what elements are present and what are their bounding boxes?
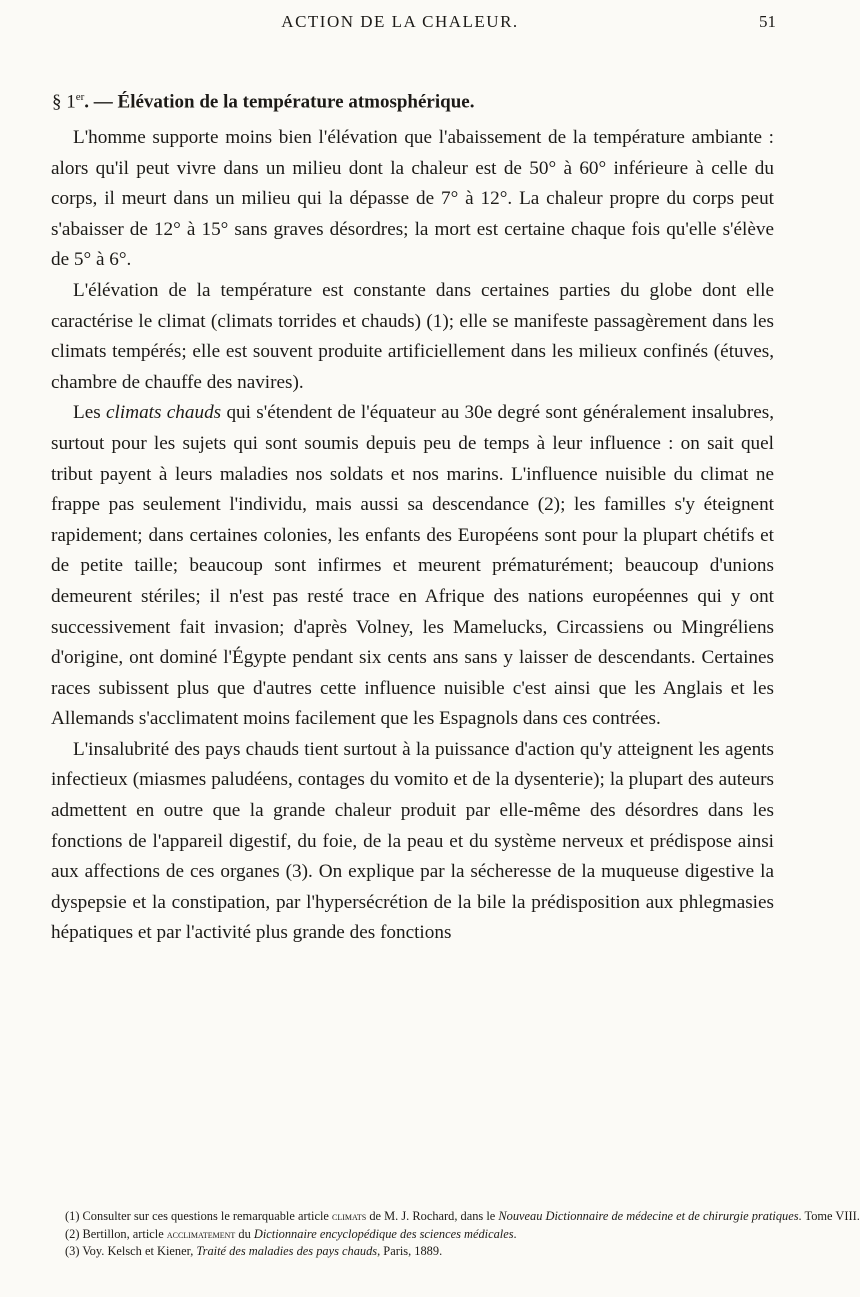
paragraph-lead: Les bbox=[73, 402, 107, 424]
footnote-text: . Tome VIII. bbox=[798, 1209, 860, 1223]
footnote-text: du bbox=[235, 1226, 254, 1241]
body-text bbox=[51, 123, 774, 949]
section-title: Élévation de la température atmosphérique. bbox=[117, 91, 475, 113]
footnote bbox=[51, 1243, 774, 1261]
footnote-italic: Traité des maladies des pays chauds bbox=[196, 1244, 378, 1258]
footnote-italic: Dictionnaire encyclopédique des sciences médicales bbox=[253, 1226, 514, 1241]
footnote-text: , Paris, 1889. bbox=[377, 1244, 443, 1258]
footnote-text: Voy. Kelsch et Kiener, bbox=[82, 1244, 197, 1258]
running-head bbox=[0, 12, 800, 36]
footnote-marker: (1) bbox=[65, 1209, 83, 1223]
emphasis-climats-chauds: climats chauds bbox=[106, 402, 222, 424]
footnote-smallcaps: acclimatement bbox=[166, 1226, 236, 1241]
footnote-marker: (3) bbox=[65, 1244, 83, 1258]
page-number: 51 bbox=[759, 12, 776, 31]
footnote-italic: Nouveau Dictionnaire de médecine et de chirurgie pratiques bbox=[498, 1209, 799, 1223]
section-heading bbox=[52, 84, 772, 115]
paragraph: L'élévation de la température est constante dans certaines parties du globe dont elle caractérise le climat (climats torrides et chauds) (1); elle se manifeste passagèrement dans les climats tempérés; elle est souvent produite artificiellement dans les milieux confinés (étuves, chambre de chauffe des navires). bbox=[51, 279, 774, 393]
footnote-text: Bertillon, article bbox=[82, 1226, 167, 1241]
section-dash: . — bbox=[84, 91, 118, 113]
footnote bbox=[51, 1208, 860, 1226]
footnote bbox=[51, 1226, 774, 1244]
footnote-text: . bbox=[513, 1226, 517, 1241]
running-title: ACTION DE LA CHALEUR. bbox=[281, 12, 519, 31]
section-number-sup: er bbox=[75, 91, 85, 103]
paragraph bbox=[51, 398, 774, 735]
paragraph: L'insalubrité des pays chauds tient surtout à la puissance d'action qu'y atteignent les agents infectieux (miasmes paludéens, contages du vomito et de la dysenterie); la plupart des auteurs admettent en outre que la grande chaleur produit par elle-même des désordres dans les fonctions de l'appareil digestif, du foie, de la peau et du système nerveux et prédispose ainsi aux affections de ces organes (3). On explique par la sécheresse de la muqueuse digestive la dyspepsie et la constipation, par l'hypersécrétion de la bile la prédisposition aux phlegmasies hépatiques et par l'activité plus grande des fonctions bbox=[51, 738, 774, 944]
paragraph-body: qui s'étendent de l'équateur au 30e degré sont généralement insalubres, surtout pour les sujets qui sont soumis depuis peu de temps à leur influence : on sait quel tribut payent à leurs maladies nos soldats et nos marins. L'influence nuisible du climat ne frappe pas seulement l'individu, mais aussi sa descendance (2); les familles s'y éteignent rapidement; dans certaines colonies, les enfants des Européens sont pour la plupart chétifs et de petite taille; beaucoup sont infirmes et meurent prématurément; beaucoup d'unions demeurent stériles; il n'est pas resté trace en Afrique des nations européennes qui y ont successivement fait invasion; d'après Volney, les Mamelucks, Circassiens ou Mingréliens d'origine, ont dominé l'Égypte pendant six cents ans sans y laisser de descendants. Certaines races subissent plus que d'autres cette influence nuisible c'est ainsi que les Anglais et les Allemands s'acclimatent moins facilement que les Espagnols dans ces contrées. bbox=[51, 402, 774, 730]
footnote-text: de M. J. Rochard, dans le bbox=[366, 1209, 499, 1223]
section-number: § 1 bbox=[52, 91, 76, 113]
footnote-text: Consulter sur ces questions le remarquable article bbox=[82, 1209, 332, 1223]
footnote-smallcaps: climats bbox=[332, 1209, 367, 1223]
footnotes bbox=[51, 1208, 860, 1261]
footnote-marker: (2) bbox=[65, 1226, 83, 1241]
paragraph: L'homme supporte moins bien l'élévation que l'abaissement de la température ambiante : alors qu'il peut vivre dans un milieu dont la chaleur est de 50° à 60° inférieure à celle du corps, il meurt dans un milieu qui la dépasse de 7° à 12°. La chaleur propre du corps peut s'abaisser de 12° à 15° sans graves désordres; la mort est certaine chaque fois qu'elle s'élève de 5° à 6°. bbox=[51, 127, 774, 271]
